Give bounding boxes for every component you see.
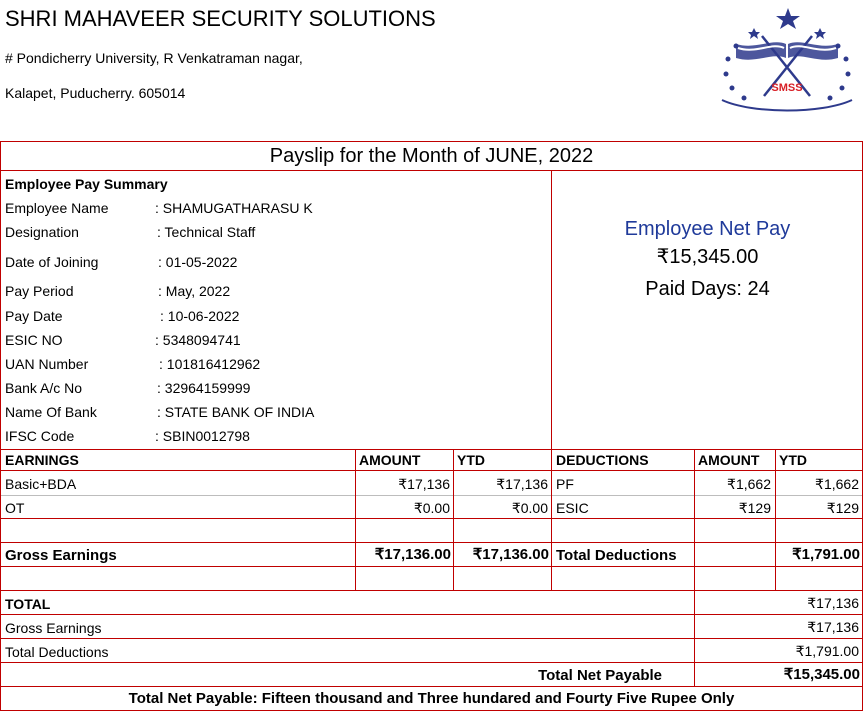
company-logo: [712, 4, 862, 114]
gross-earnings-amount: ₹17,136.00: [374, 546, 451, 563]
value-employee-name: : SHAMUGATHARASU K: [155, 200, 313, 216]
earning-ytd: ₹17,136: [496, 476, 548, 492]
value-uan-number: : 101816412962: [159, 356, 261, 372]
value-ifsc-code: : SBIN0012798: [155, 428, 250, 444]
label-esic-no: ESIC NO: [5, 332, 63, 348]
label-employee-name: Employee Name: [5, 200, 109, 216]
company-address-line2: Kalapet, Puducherry. 605014: [5, 85, 186, 101]
deductions-header: DEDUCTIONS: [556, 452, 649, 468]
label-date-of-joining: Date of Joining: [5, 254, 99, 270]
net-pay-amount: ₹15,345.00: [656, 246, 759, 268]
totals-gross-value: ₹17,136: [807, 619, 859, 635]
value-date-of-joining: : 01-05-2022: [158, 254, 238, 270]
total-net-payable-value: ₹15,345.00: [783, 666, 860, 683]
label-designation: Designation: [5, 224, 79, 240]
value-bank-name: : STATE BANK OF INDIA: [157, 404, 315, 420]
totals-heading: TOTAL: [5, 596, 51, 612]
gross-earnings-ytd: ₹17,136.00: [472, 546, 549, 563]
earning-amount: ₹0.00: [413, 500, 450, 516]
label-ifsc-code: IFSC Code: [5, 428, 75, 444]
flags-logo-icon: [712, 4, 862, 114]
deduction-name: ESIC: [556, 500, 589, 516]
value-pay-date: : 10-06-2022: [160, 308, 240, 324]
paid-days: Paid Days: 24: [645, 278, 770, 300]
earnings-header: EARNINGS: [5, 452, 79, 468]
total-deductions-label: Total Deductions: [556, 547, 677, 564]
totals-gross-label: Gross Earnings: [5, 620, 102, 636]
summary-heading: Employee Pay Summary: [5, 176, 168, 192]
earning-amount: ₹17,136: [398, 476, 450, 492]
logo-text: SMSS: [771, 82, 803, 94]
deduction-amount: ₹1,662: [727, 476, 771, 492]
label-bank-name: Name Of Bank: [5, 404, 97, 420]
deduction-name: PF: [556, 476, 574, 492]
totals-deductions-label: Total Deductions: [5, 644, 109, 660]
total-net-payable-label: Total Net Payable: [538, 667, 662, 684]
earning-name: OT: [5, 500, 25, 516]
value-designation: : Technical Staff: [157, 224, 256, 240]
deductions-ytd-header: YTD: [779, 452, 807, 468]
deductions-amount-header: AMOUNT: [698, 452, 760, 468]
totals-heading-value: ₹17,136: [807, 595, 859, 611]
net-payable-in-words: Total Net Payable: Fifteen thousand and Three hundared and Fourty Five Rupee Only: [128, 690, 735, 707]
label-pay-period: Pay Period: [5, 283, 74, 299]
company-address-line1: # Pondicherry University, R Venkatraman nagar,: [5, 50, 303, 66]
label-bank-account: Bank A/c No: [5, 380, 83, 396]
label-pay-date: Pay Date: [5, 308, 63, 324]
earning-name: Basic+BDA: [5, 476, 77, 492]
earnings-amount-header: AMOUNT: [359, 452, 421, 468]
value-pay-period: : May, 2022: [158, 283, 231, 299]
deduction-ytd: ₹1,662: [815, 476, 859, 492]
gross-earnings-label: Gross Earnings: [5, 547, 117, 564]
company-name: SHRI MAHAVEER SECURITY SOLUTIONS: [5, 6, 436, 31]
earning-ytd: ₹0.00: [511, 500, 548, 516]
totals-deductions-value: ₹1,791.00: [795, 643, 859, 659]
value-esic-no: : 5348094741: [155, 332, 241, 348]
earnings-ytd-header: YTD: [457, 452, 485, 468]
payslip-title: Payslip for the Month of JUNE, 2022: [269, 145, 594, 167]
deduction-ytd: ₹129: [826, 500, 859, 516]
total-deductions-ytd: ₹1,791.00: [792, 546, 860, 563]
deduction-amount: ₹129: [738, 500, 771, 516]
net-pay-label: Employee Net Pay: [624, 218, 791, 240]
value-bank-account: : 32964159999: [157, 380, 251, 396]
label-uan-number: UAN Number: [5, 356, 89, 372]
